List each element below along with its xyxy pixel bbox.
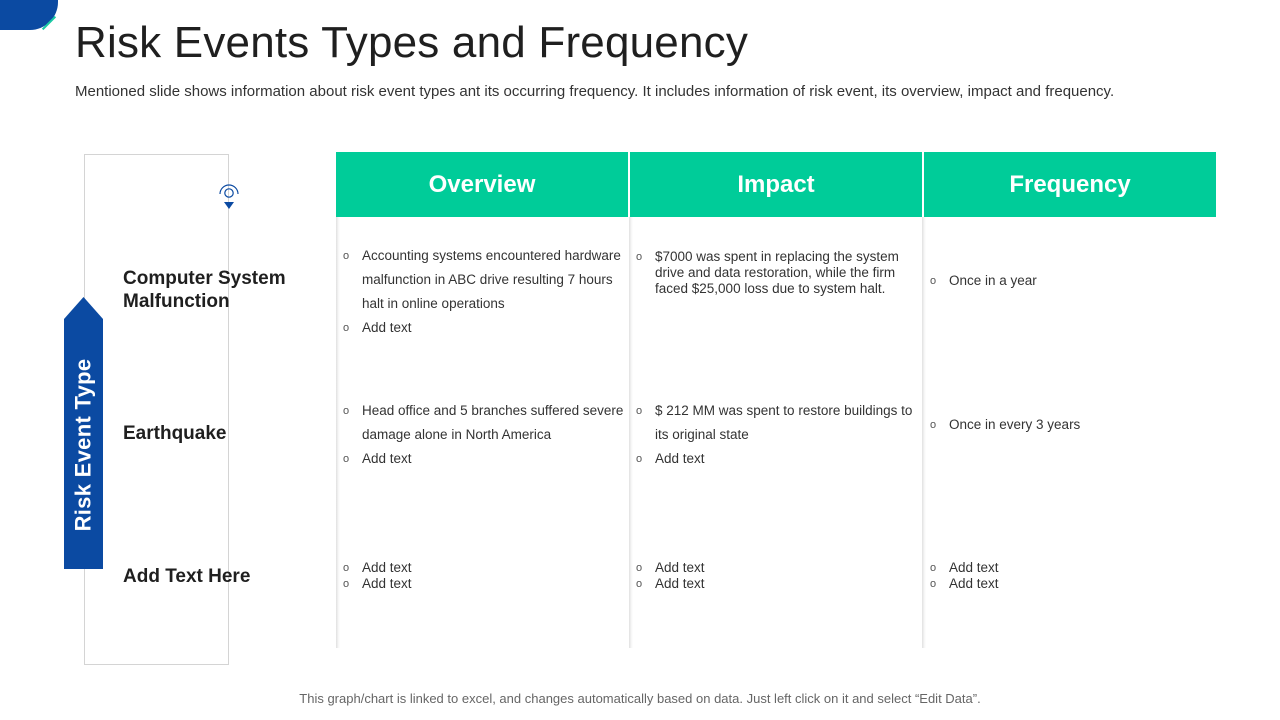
corner-decoration [0, 0, 58, 30]
list-item: o Once in every 3 years [930, 417, 1081, 432]
list-item: o $ 212 MM was spent to restore buildings to its original state [636, 403, 913, 442]
header-frequency: Frequency [924, 152, 1216, 217]
cell-frequency-row-2 [930, 417, 1210, 433]
list-item: o Add text [343, 560, 412, 575]
list-item: o Head office and 5 branches suffered severe damage alone in North America [343, 403, 624, 442]
list-item: o Accounting systems encountered hardware malfunction in ABC drive resulting 7 hours halt in online operations [343, 248, 621, 311]
column-divider [336, 217, 340, 648]
cell-impact-row-1 [636, 249, 918, 297]
cell-impact-row-2 [636, 399, 918, 471]
row-label-add-text: Add Text Here [123, 566, 251, 587]
cell-overview-row-2 [343, 399, 627, 471]
page-subtitle: Mentioned slide shows information about risk event types ant its occurring frequency. It includes information of risk event, its overview, impact and frequency. [75, 83, 1115, 100]
cell-impact-row-3 [636, 560, 918, 592]
list-item: o Add text [636, 576, 705, 591]
list-item: o Once in a year [930, 273, 1037, 288]
column-divider [629, 217, 633, 648]
row-label-earthquake: Earthquake [123, 423, 227, 444]
list-item: o $7000 was spent in replacing the system drive and data restoration, while the firm faced $25,000 loss due to system halt. [636, 249, 899, 296]
row-label-computer-system: Computer System Malfunction [123, 268, 286, 312]
list-item: o Add text [930, 576, 999, 591]
risk-type-panel [84, 154, 229, 665]
risk-event-type-label: Risk Event Type [70, 358, 96, 531]
list-item: o Add text [636, 560, 705, 575]
cell-overview-row-3 [343, 560, 627, 592]
list-item: o Add text [343, 320, 412, 335]
header-impact: Impact [630, 152, 922, 217]
list-item: o Add text [343, 576, 412, 591]
list-item: o Add text [636, 451, 705, 466]
cell-frequency-row-3 [930, 560, 1210, 592]
location-pin-icon [217, 182, 241, 212]
header-overview: Overview [336, 152, 628, 217]
list-item: o Add text [930, 560, 999, 575]
page-title: Risk Events Types and Frequency [75, 18, 749, 67]
cell-overview-row-1 [343, 244, 627, 340]
cell-frequency-row-1 [930, 273, 1210, 289]
column-divider [922, 217, 926, 648]
footer-note: This graph/chart is linked to excel, and changes automatically based on data. Just left click on it and select “Edit Data”. [299, 691, 981, 706]
list-item: o Add text [343, 451, 412, 466]
